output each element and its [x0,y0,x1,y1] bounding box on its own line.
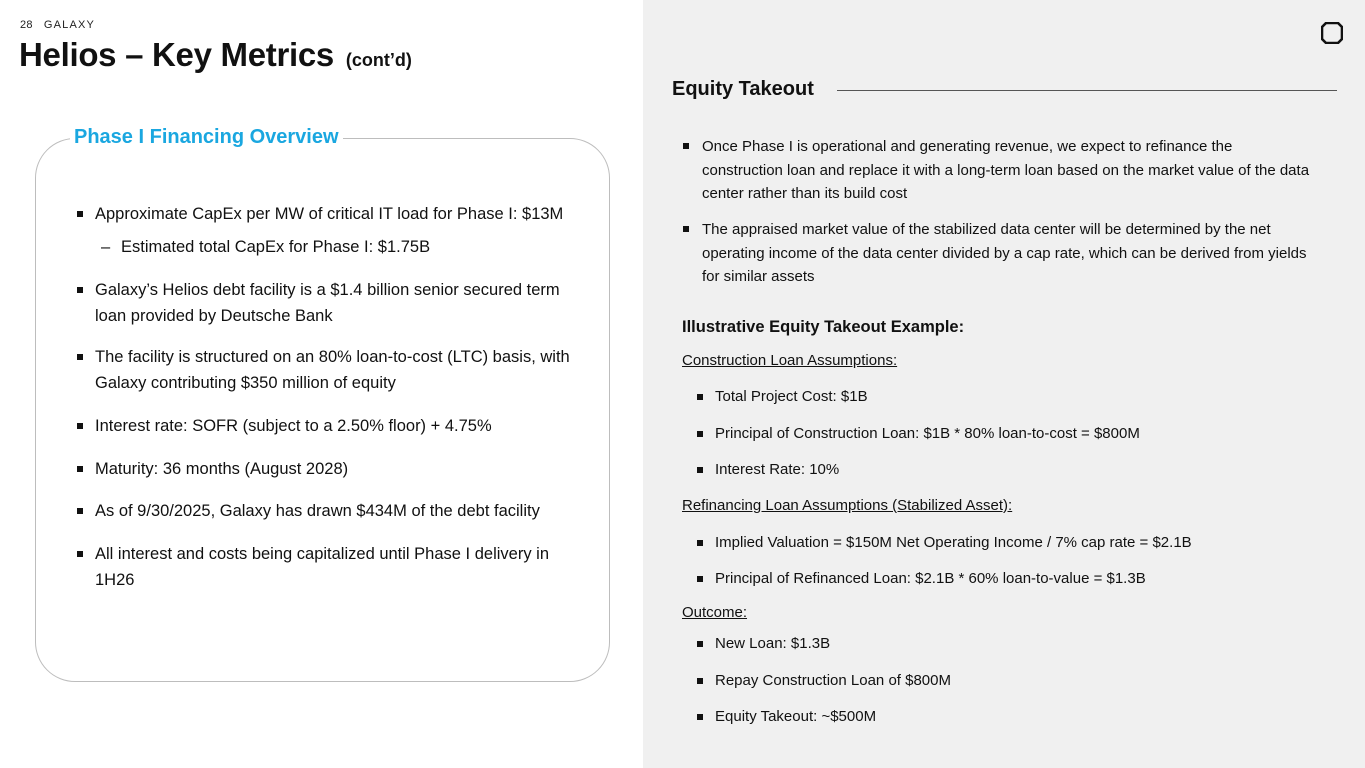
financing-bullet: Approximate CapEx per MW of critical IT load for Phase I: $13M [77,201,577,227]
financing-bullet: Galaxy’s Helios debt facility is a $1.4 billion senior secured term loan provided by Deutsche Bank [77,277,577,329]
equity-bullet: Once Phase I is operational and generating revenue, we expect to refinance the construction loan and replace it with a long-term loan based on the market value of the data center rather than its build cost [683,135,1313,206]
equity-takeout-title: Equity Takeout [672,78,814,100]
refinancing-item: Principal of Refinanced Loan: $2.1B * 60% loan-to-value = $1.3B [697,569,1146,589]
financing-bullet: All interest and costs being capitalized until Phase I delivery in 1H26 [77,541,577,593]
financing-overview-title: Phase I Financing Overview [70,126,343,149]
brand-name: GALAXY [43,19,96,31]
galaxy-logo-icon [1321,22,1343,44]
equity-bullet: The appraised market value of the stabilized data center will be determined by the net operating income of the data center divided by a cap rate, which can be derived from yields for similar assets [683,218,1313,289]
outcome-item: New Loan: $1.3B [697,634,830,654]
example-title: Illustrative Equity Takeout Example: [682,318,965,336]
construction-heading: Construction Loan Assumptions: [682,352,898,369]
financing-bullet: The facility is structured on an 80% loan-to-cost (LTC) basis, with Galaxy contributing $350 million of equity [77,344,577,396]
construction-item: Interest Rate: 10% [697,460,839,480]
financing-bullet: Maturity: 36 months (August 2028) [77,456,577,482]
page-title [19,36,412,74]
outcome-item: Repay Construction Loan of $800M [697,671,951,691]
refinancing-heading: Refinancing Loan Assumptions (Stabilized Asset): [682,497,1013,514]
construction-item: Principal of Construction Loan: $1B * 80% loan-to-cost = $800M [697,424,1140,444]
outcome-heading: Outcome: [682,604,748,621]
page-number: 28 [20,19,33,31]
financing-bullet: As of 9/30/2025, Galaxy has drawn $434M of the debt facility [77,498,577,524]
financing-sub-bullet: – Estimated total CapEx for Phase I: $1.75B [77,234,577,260]
financing-bullet: Interest rate: SOFR (subject to a 2.50% floor) + 4.75% [77,413,577,439]
page-header [20,19,95,31]
outcome-item: Equity Takeout: ~$500M [697,707,876,727]
refinancing-item: Implied Valuation = $150M Net Operating Income / 7% cap rate = $2.1B [697,533,1192,553]
construction-item: Total Project Cost: $1B [697,387,868,407]
equity-title-rule [837,90,1337,91]
page-title-suffix: (cont’d) [345,50,412,70]
page-title-text: Helios – Key Metrics [19,36,334,73]
